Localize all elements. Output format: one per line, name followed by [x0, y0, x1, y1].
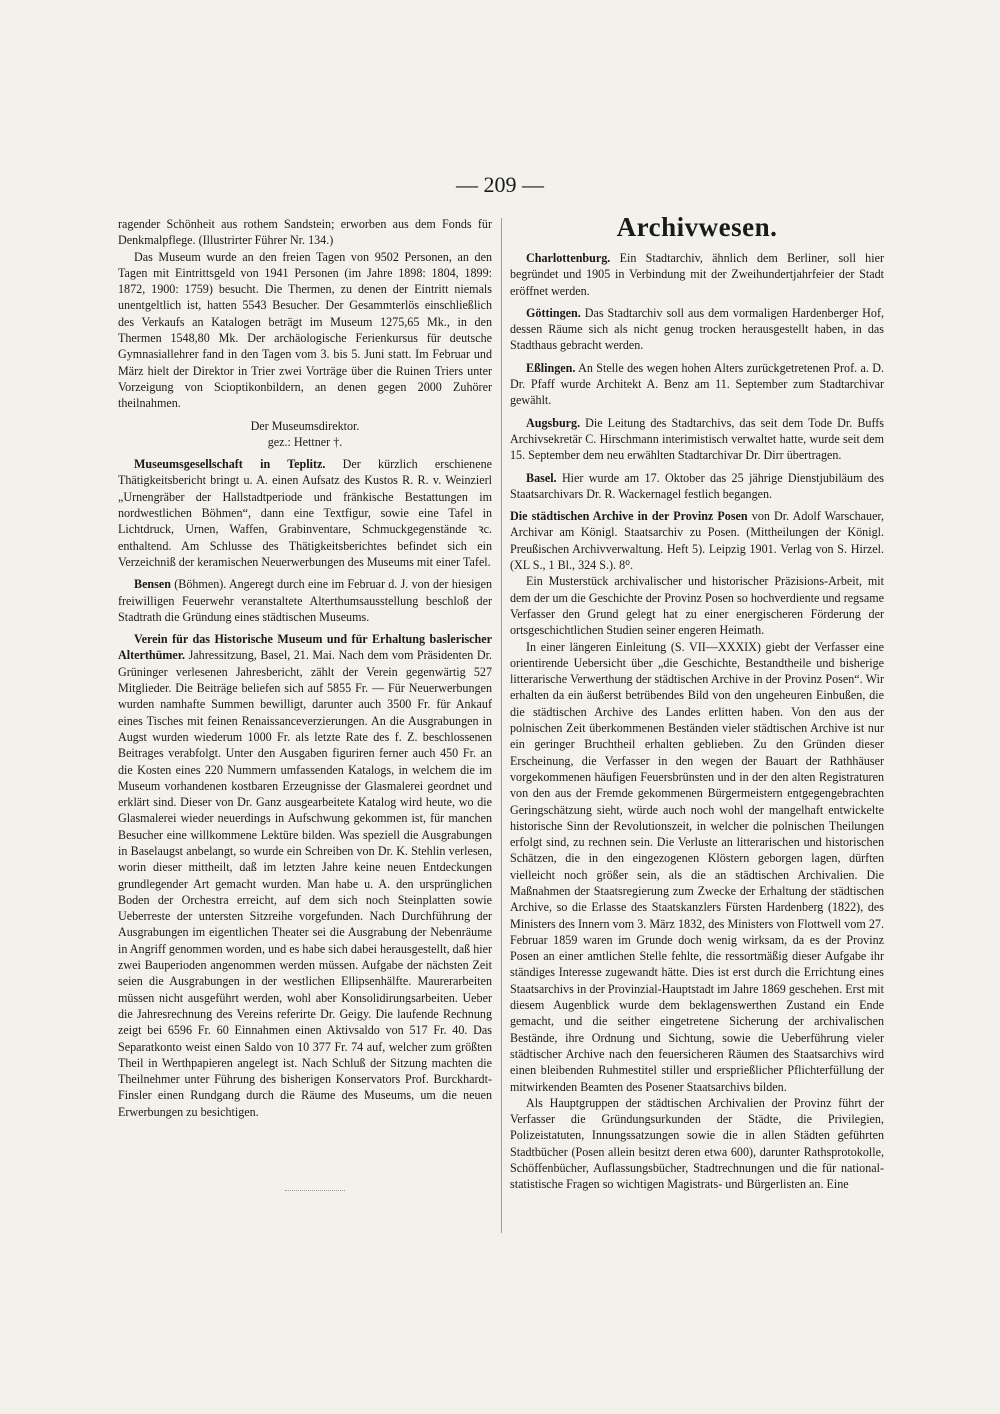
entry-heading: Museumsgesellschaft in Teplitz. — [134, 457, 326, 472]
paragraph: Bensen (Böhmen). Angeregt durch eine im Februar d. J. von der hiesigen freiwilligen Feuerwehr veranstaltete Alterthumsausstellung beschloß der Stadtrath die Gründung eines städtischen Museums. — [118, 577, 492, 624]
entry-heading: Charlottenburg. — [526, 251, 611, 265]
paragraph: Augsburg. Die Leitung des Stadtarchivs, das seit dem Tode Dr. Buffs Archivsekretär C. Hirschmann interimistisch verwaltet hatte, wurde seit dem 15. September dem neu erwählten Stadtarchivar Dr. Dirr übertragen. — [510, 415, 884, 463]
entry-heading: Göttingen. — [526, 305, 581, 320]
paragraph: Charlottenburg. Ein Stadtarchiv, ähnlich dem Berliner, soll hier begründet und 1905 in Verbindung mit der Zweihundertjahrfeier der Stadt eröffnet werden. — [510, 251, 884, 298]
entry-heading: Die städtischen Archive in der Provinz Posen — [510, 509, 748, 524]
paragraph: Eßlingen. An Stelle des wegen hohen Alters zurückgetretenen Prof. a. D. Dr. Pfaff wurde Architekt A. Benz am 11. September zum Stadtarchivar gewählt. — [510, 360, 884, 408]
right-column — [510, 212, 884, 1193]
paragraph: Als Hauptgruppen der städtischen Archivalien der Provinz führt der Verfasser die Gründungsurkunden der Städte, die Privilegien, Polizeistatuten, Innungssatzungen sowie die in allen Städten geführten Stadtbücher (Posen allein besitzt deren etwa 600), darunter Rathsprotokolle, Schöffenbücher, Auflassungsbücher, Stadtrechnungen und die für national-statistische Fragen so wichtigen Magistrats- und Bürgerlisten an. Eine — [510, 1095, 884, 1192]
entry-heading: Eßlingen. — [526, 360, 576, 375]
section-title: Archivwesen. — [616, 212, 778, 242]
paragraph: Das Museum wurde an den freien Tagen von 9502 Personen, an den Tagen mit Eintrittsgeld von 1941 Personen (im Jahre 1898: 1804, 1899: 1872, 1900: 1759) besucht. Die Thermen, zu denen der Eintritt niemals unentgeltlich ist, hatten 5543 Besucher. Der Gesammterlös einschließlich des Verkaufs an Katalogen beträgt im Museum 1275,65 Mk., in den Thermen 1548,80 Mk. Der archäologische Ferienkursus für deutsche Gymnasiallehrer fand in den Tagen vom 3. bis 5. Juni statt. Im Februar und März hielt der Direktor in Trier zwei Vorträge über die Ruinen Triers unter Vorzeigung von Scioptikonbildern, an denen gegen 2000 Zuhörer theilnahmen. — [118, 249, 492, 411]
column-divider — [501, 218, 502, 1233]
entry-heading: Verein für das Historische Museum und für Erhaltung baslerischer Alterthümer. — [118, 632, 492, 663]
paragraph: In einer längeren Einleitung (S. VII—XXXIX) giebt der Verfasser eine orientirende Uebersicht über „die Geschichte, Bestandtheile und bisherige litterarische Verwerthung der städtischen Archive in der Provinz Posen“. Wir erhalten da ein äußerst betrübendes Bild von den ungeheuren Einbußen, die die städtischen Archive des Landes erlitten haben. Von den aus der polnischen Zeit überkommenen Beständen vieler städtischen Archive ist nur ein geringer Bruchtheil erhalten geblieben. Zu den Gründen dieser Erscheinung, die Verfasser in den wegen der Bauart der Rathhäuser vorgekommenen häufigen Feuersbrünsten und in der den alten Registraturen von den aus der Fremde gekommenen Bürgermeistern entgegengebrachten Geringschätzung sieht, würde auch noch wohl der mangelhaft entwickelte historische Sinn der Revolutionszeit, in welcher die polnischen Theilungen erfolgt sind, zu rechnen sein. Die Verluste an litterarischen und historischen Schätzen, die in den eingezogenen Klöstern geborgen lagen, dürften vielleicht noch größer sein, als die an städtischen Archivalien. Die Maßnahmen der Staatsregierung zum Zwecke der Erhaltung der städtischen Archive, so die Erlasse des Staatskanzlers Fürsten Hardenberg (1822), des Ministers des Innern vom 3. März 1832, des Ministers von Flottwell vom 27. Februar 1859 waren im Grunde doch wenig wirksam, da es der Provinz Posen an einer amtlichen Stelle fehlte, die ressortmäßig dieser Aufgabe ihr ständiges Interesse zugewandt hätte. Dies ist erst durch die Errichtung eines Staatsarchivs in der Provinzial-Hauptstadt im Jahre 1869 geschehen. Erst mit diesem Augenblick wurde dem beklagenswerthen Zustand ein Ende gemacht, und die seither eingetretene Sicherung der archivalischen Bestände, ihre Ordnung und Sichtung, sowie die Ueberführung vieler städtischer Archive nach den feuersicheren Räumen des Staatsarchivs wird einen bleibenden Ruhmestitel stiller und ersprießlicher Pflichterfüllung der mitwirkenden Beamten des Posener Staatsarchivs bilden. — [510, 639, 884, 1094]
paragraph: Museumsgesellschaft in Teplitz. Der kürzlich erschienene Thätigkeitsbericht bringt u. A. einen Aufsatz des Kustos R. R. v. Weinzierl „Urnengräber der Hallstadtperiode und fränkische Bestattungen im nordwestlichen Böhmen“, dann eine Textfigur, sowie eine Tafel in Lichtdruck, Urnen, Waffen, Grabinventare, Schmuckgegenstände ꝛc. enthaltend. Am Schlusse des Thätigkeitsberichtes befindet sich ein Verzeichniß der keramischen Neuerwerbungen des Museums mit einer Tafel. — [118, 457, 492, 569]
signature-title: Der Museumsdirektor. — [250, 418, 360, 433]
paragraph: Verein für das Historische Museum und für Erhaltung baslerischer Alterthümer. Jahressitzung, Basel, 21. Mai. Nach dem vom Präsidenten Dr. Grüninger verlesenen Jahresbericht, zählt der Verein gegenwärtig 527 Mitglieder. Die Beiträge beliefen sich auf 5855 Fr. — Für Neuerwerbungen wurden namhafte Summen bewilligt, darunter auch 3500 Fr. für Ankauf eines Tisches mit feinen Renaissanceverzierungen. An die Ausgrabungen in Augst wurden wiederum 1000 Fr. als letzte Rate des f. Z. beschlossenen Beitrages verabfolgt. Unter den Ausgaben figuriren ferner auch 450 Fr. an die Kosten eines 220 Nummern umfassenden Katalogs, in welchem die im Museum vorhandenen kostbaren Erzeugnisse der Glasmalerei geordnet und erklärt sind. Dieser von Dr. Ganz ausgearbeitete Katalog wird heute, wo die Glasmalerei wieder neuerdings in Aufschwung gekommen ist, für manchen Besucher eine willkommene Lektüre bilden. Was speziell die Ausgrabungen in Baselaugst anbelangt, so wurde ein Schreiben von Dr. K. Stehlin verlesen, worin dieser mittheilt, daß im letzten Jahre keine neuen Entdeckungen grundlegender Art gemacht wurden. Man habe u. A. den ursprünglichen Boden der Orchestra erreicht, auf dem sich noch Steinplatten sowie Ueberreste der untersten Sitzreihe vorgefunden. Nach Durchführung der Ausgrabungen im eigentlichen Theater sei die Ausgrabung der Nebenräume in Angriff genommen worden, und es habe sich dabei herausgestellt, daß hier zwei Bauperioden angenommen werden müssen. Aufgabe der nächsten Zeit seien die Ausgrabungen in der westlichen Ellipsenhälfte. Maurerarbeiten müssen nicht ausgeführt werden, wohl aber Konsolidirungsarbeiten. Ueber die Jahresrechnung des Vereins referirte Dr. Geigy. Die laufende Rechnung zeigt bei 6596 Fr. 60 Einnahmen einen Aktivsaldo von 517 Fr. 40. Das Separatkonto weist einen Saldo von 10 377 Fr. 74 auf, welcher zum größten Theil in Werthpapieren angelegt ist. Nach Schluß der Sitzung machten die Theilnehmer unter Führung des bisherigen Konservators Prof. Burckhardt-Finsler einen Rundgang durch die Räume des Museums, um die neuen Erwerbungen zu besichtigen. — [118, 632, 492, 1119]
signature-name: gez.: Hettner †. — [267, 434, 343, 449]
paragraph: Göttingen. Das Stadtarchiv soll aus dem vormaligen Hardenberger Hof, dessen Räume sich als nicht genug trocken herausgestellt haben, in das Stadthaus gebracht werden. — [510, 305, 884, 353]
paragraph: Basel. Hier wurde am 17. Oktober das 25 jährige Dienstjubiläum des Staatsarchivars Dr. R. Wackernagel festlich begangen. — [510, 470, 884, 501]
left-column — [118, 216, 492, 1120]
paragraph: Ein Musterstück archivalischer und historischer Präzisions-Arbeit, mit dem der um die Geschichte der Provinz Posen so hochverdiente und regsame Verfasser den Grund gelegt hat zu einer energischeren Förderung der ortsgeschichtlichen Studien seiner engeren Heimath. — [510, 574, 884, 638]
entry-heading: Augsburg. — [526, 415, 581, 430]
paragraph: ragender Schönheit aus rothem Sandstein; erworben aus dem Fonds für Denkmalpflege. (Illustrirter Führer Nr. 134.) — [118, 217, 492, 248]
entry-heading: Basel. — [526, 470, 557, 485]
page-number: — 209 — — [456, 172, 544, 197]
entry-heading: Bensen — [134, 577, 171, 592]
decorative-rule — [285, 1190, 345, 1192]
paragraph: Die städtischen Archive in der Provinz Posen von Dr. Adolf Warschauer, Archivar am Königl. Staatsarchiv zu Posen. (Mittheilungen der Königl. Preußischen Archivverwaltung. Heft 5). Leipzig 1901. Verlag von S. Hirzel. (XL S., 1 Bl., 324 S.). 8⁰. — [510, 509, 884, 573]
